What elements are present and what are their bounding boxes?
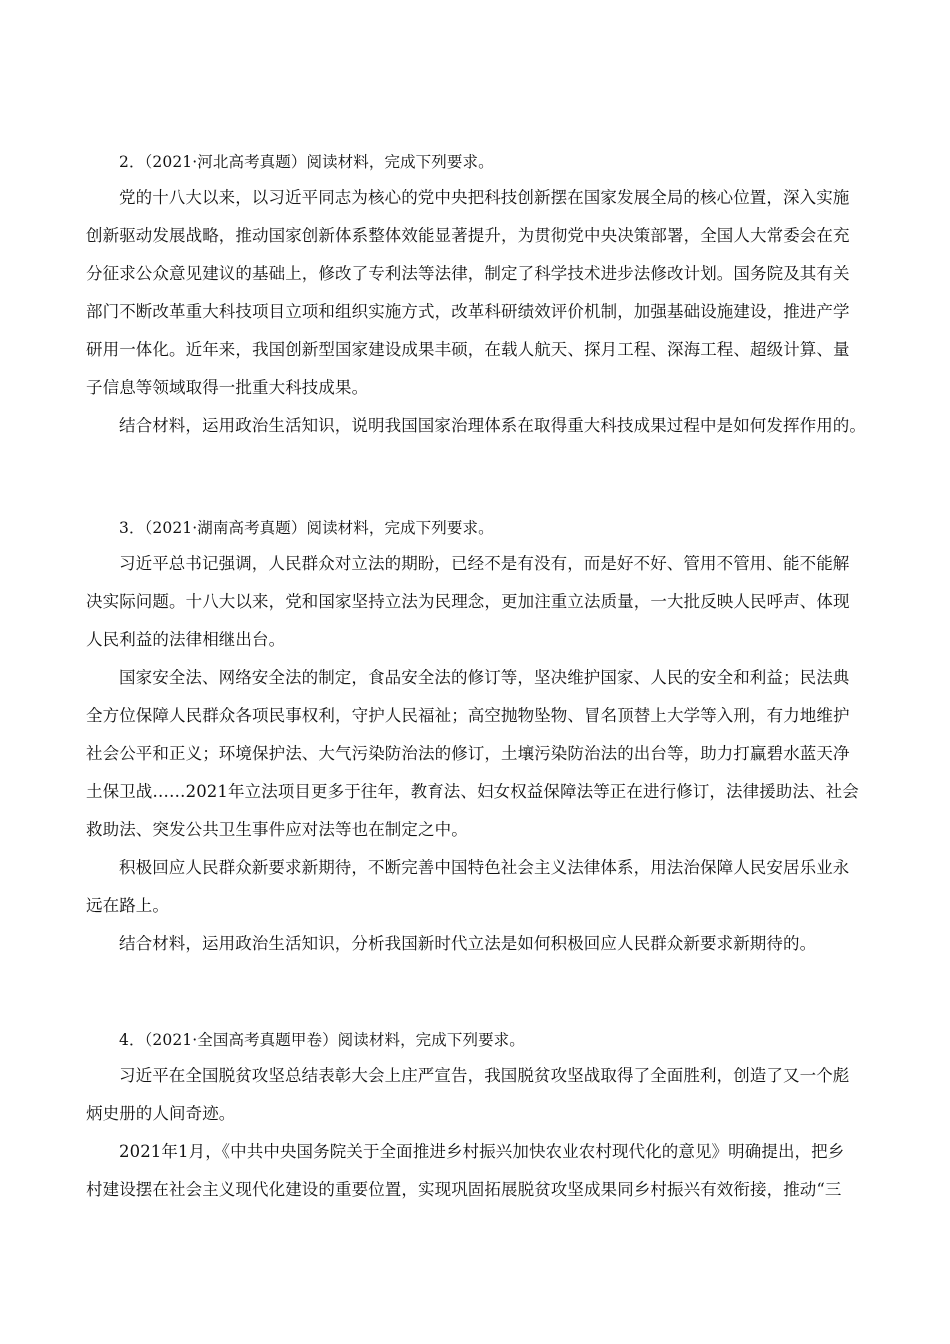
question-3 (86, 518, 866, 954)
paragraph-line: 远在路上。 (86, 896, 169, 915)
paragraph-line: 创新驱动发展战略，推动国家创新体系整体效能显著提升，为贯彻党中央决策部署，全国人大常委会在充 (86, 226, 850, 245)
paragraph-line: 分征求公众意见建议的基础上，修改了专利法等法律，制定了科学技术进步法修改计划。国务院及其有关 (86, 264, 850, 283)
paragraph-line: 炳史册的人间奇迹。 (86, 1104, 236, 1123)
question-heading: 4．（2021·全国高考真题甲卷）阅读材料，完成下列要求。 (119, 1031, 525, 1049)
paragraph-line: 积极回应人民群众新要求新期待，不断完善中国特色社会主义法律体系，用法治保障人民安居乐业永 (119, 858, 850, 877)
paragraph-line: 土保卫战……2021年立法项目更多于往年，教育法、妇女权益保障法等正在进行修订，法律援助法、社会 (86, 782, 859, 801)
paragraph-line: 2021年1月，《中共中央国务院关于全面推进乡村振兴加快农业农村现代化的意见》明确提出，把乡 (119, 1142, 845, 1161)
paragraph-line: 子信息等领域取得一批重大科技成果。 (86, 378, 369, 397)
question-prompt: 结合材料，运用政治生活知识，说明我国国家治理体系在取得重大科技成果过程中是如何发挥作用的。 (119, 416, 866, 435)
paragraph-line: 习近平在全国脱贫攻坚总结表彰大会上庄严宣告，我国脱贫攻坚战取得了全面胜利，创造了又一个彪 (119, 1066, 850, 1085)
paragraph-line: 研用一体化。近年来，我国创新型国家建设成果丰硕，在载人航天、探月工程、深海工程、超级计算、量 (86, 340, 850, 359)
paragraph-line: 人民利益的法律相继出台。 (86, 630, 286, 649)
paragraph-line: 国家安全法、网络安全法的制定，食品安全法的修订等，坚决维护国家、人民的安全和利益；民法典 (119, 668, 850, 687)
paragraph-line: 全方位保障人民群众各项民事权利，守护人民福祉；高空抛物坠物、冒名顶替上大学等入刑，有力地维护 (86, 706, 850, 725)
question-2 (86, 152, 866, 436)
question-heading: 2．（2021·河北高考真题）阅读材料，完成下列要求。 (119, 153, 494, 171)
question-4 (86, 1030, 866, 1200)
paragraph-line: 决实际问题。十八大以来，党和国家坚持立法为民理念，更加注重立法质量，一大批反映人民呼声、体现 (86, 592, 850, 611)
paragraph-line: 部门不断改革重大科技项目立项和组织实施方式，改革科研绩效评价机制，加强基础设施建设，推进产学 (86, 302, 850, 321)
question-prompt: 结合材料，运用政治生活知识，分析我国新时代立法是如何积极回应人民群众新要求新期待的。 (119, 934, 817, 953)
question-heading: 3．（2021·湖南高考真题）阅读材料，完成下列要求。 (119, 519, 494, 537)
paragraph-line: 村建设摆在社会主义现代化建设的重要位置，实现巩固拓展脱贫攻坚成果同乡村振兴有效衔接，推动“三 (86, 1180, 842, 1199)
paragraph-line: 救助法、突发公共卫生事件应对法等也在制定之中。 (86, 820, 468, 839)
paragraph-line: 社会公平和正义；环境保护法、大气污染防治法的修订，土壤污染防治法的出台等，助力打赢碧水蓝天净 (86, 744, 850, 763)
paragraph-line: 习近平总书记强调，人民群众对立法的期盼，已经不是有没有，而是好不好、管用不管用、能不能解 (119, 554, 850, 573)
paragraph-line: 党的十八大以来，以习近平同志为核心的党中央把科技创新摆在国家发展全局的核心位置，深入实施 (119, 188, 850, 207)
